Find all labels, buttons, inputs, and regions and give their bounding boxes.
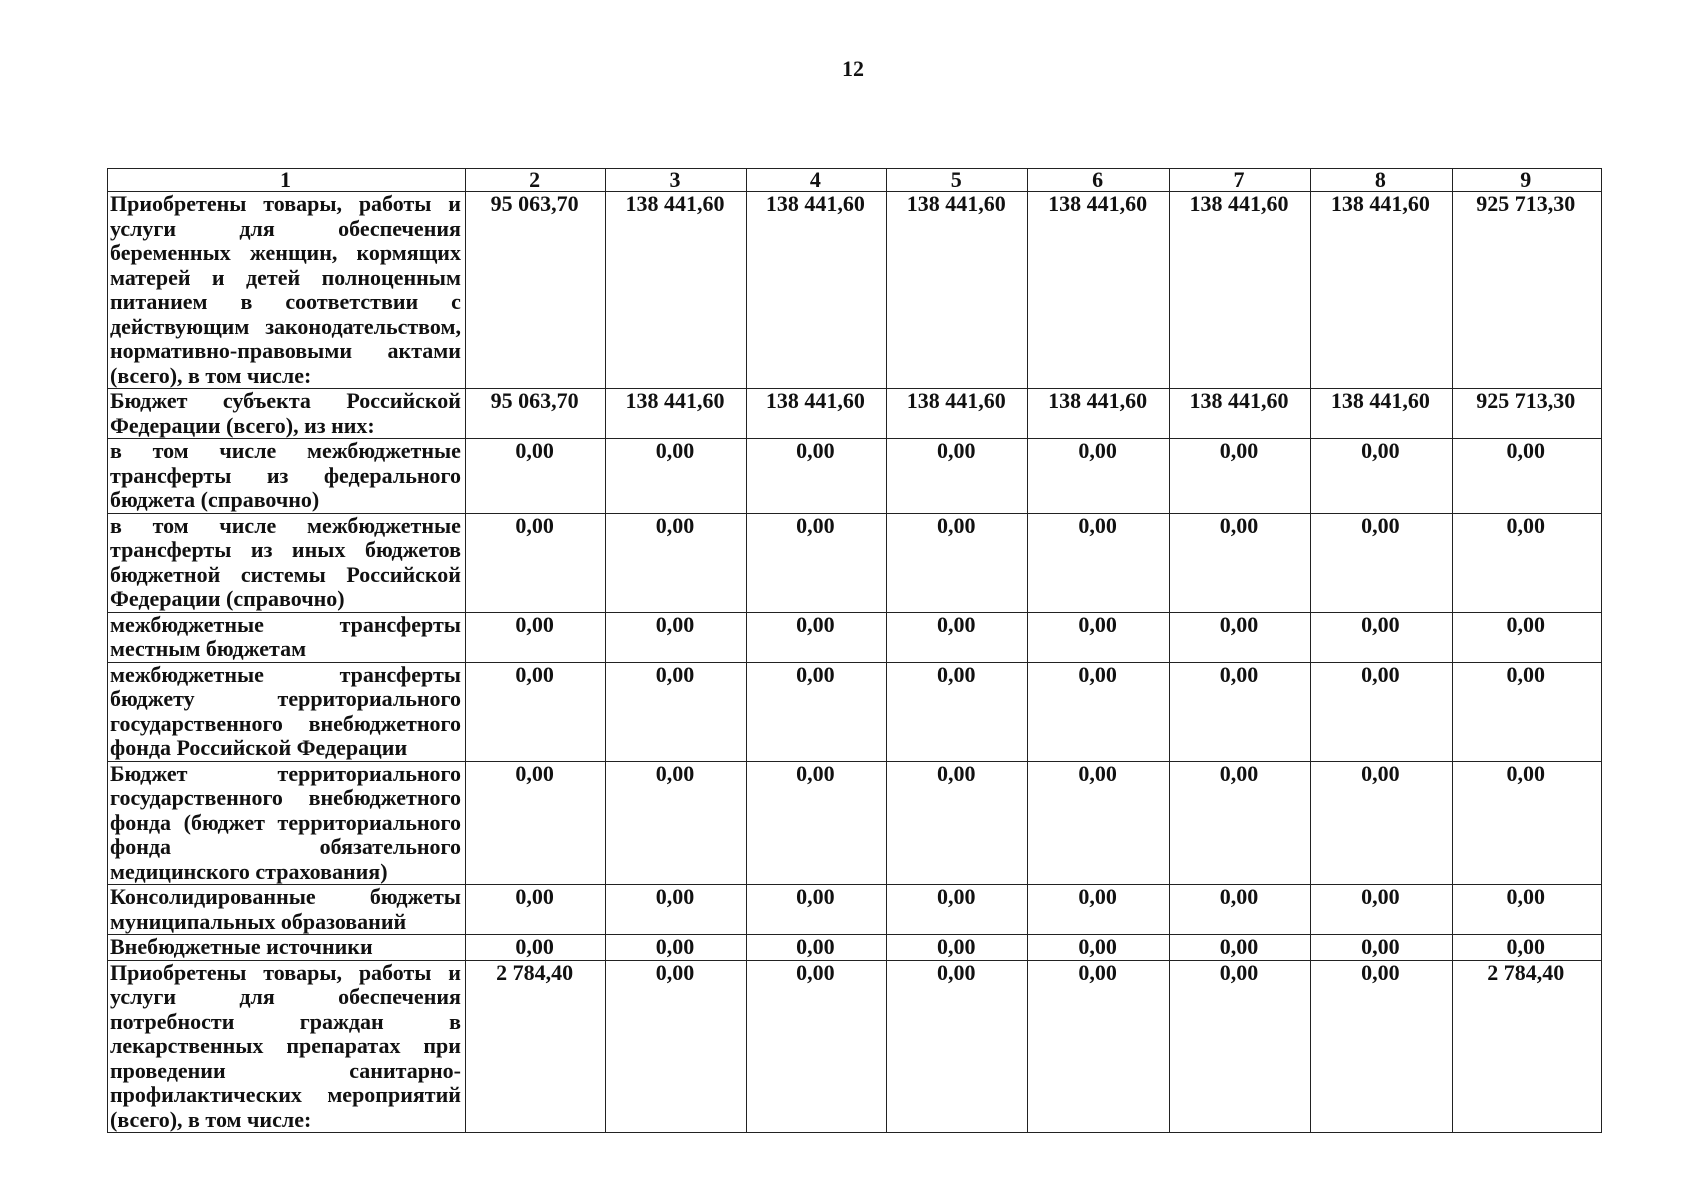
cell-value: 0,00 [465, 439, 605, 514]
cell-value: 0,00 [1452, 761, 1601, 885]
cell-value: 138 441,60 [887, 192, 1028, 389]
cell-value: 0,00 [1311, 612, 1452, 662]
cell-value: 0,00 [1028, 885, 1169, 935]
table-row [108, 935, 1602, 961]
cell-value: 95 063,70 [465, 192, 605, 389]
cell-value: 2 784,40 [465, 960, 605, 1133]
column-header: 6 [1028, 169, 1169, 192]
cell-value: 0,00 [746, 885, 886, 935]
cell-value: 0,00 [887, 960, 1028, 1133]
cell-value: 0,00 [887, 761, 1028, 885]
table-row [108, 761, 1602, 885]
cell-value: 0,00 [1452, 935, 1601, 961]
cell-value: 138 441,60 [1028, 192, 1169, 389]
row-label: Приобретены товары, работы и услуги для обеспечения потребности граждан в лекарственных препаратах при проведении санитарно-профилактических мероприятий (всего), в том числе: [108, 960, 466, 1133]
row-label: Консолидированные бюджеты муниципальных образований [108, 885, 466, 935]
column-header: 7 [1169, 169, 1310, 192]
cell-value: 0,00 [746, 439, 886, 514]
cell-value: 0,00 [1169, 662, 1310, 761]
column-header: 9 [1452, 169, 1601, 192]
table-row [108, 439, 1602, 514]
cell-value: 0,00 [1169, 612, 1310, 662]
table-row [108, 513, 1602, 612]
cell-value: 0,00 [746, 513, 886, 612]
cell-value: 0,00 [746, 960, 886, 1133]
row-label: межбюджетные трансферты бюджету территориального государственного внебюджетного фонда Российской Федерации [108, 662, 466, 761]
column-header: 1 [108, 169, 466, 192]
cell-value: 0,00 [1028, 761, 1169, 885]
cell-value: 0,00 [606, 439, 746, 514]
table-row [108, 885, 1602, 935]
cell-value: 0,00 [465, 662, 605, 761]
cell-value: 0,00 [1028, 935, 1169, 961]
cell-value: 0,00 [746, 761, 886, 885]
cell-value: 0,00 [1311, 885, 1452, 935]
cell-value: 0,00 [606, 662, 746, 761]
cell-value: 0,00 [606, 513, 746, 612]
cell-value: 138 441,60 [1169, 192, 1310, 389]
cell-value: 0,00 [1452, 612, 1601, 662]
cell-value: 0,00 [1169, 513, 1310, 612]
cell-value: 0,00 [746, 935, 886, 961]
cell-value: 0,00 [465, 885, 605, 935]
cell-value: 0,00 [465, 935, 605, 961]
cell-value: 138 441,60 [887, 389, 1028, 439]
cell-value: 0,00 [1169, 439, 1310, 514]
cell-value: 0,00 [746, 612, 886, 662]
cell-value: 0,00 [1452, 513, 1601, 612]
cell-value: 0,00 [1452, 439, 1601, 514]
column-header: 5 [887, 169, 1028, 192]
column-header: 8 [1311, 169, 1452, 192]
cell-value: 138 441,60 [746, 389, 886, 439]
row-label: Бюджет территориального государственного внебюджетного фонда (бюджет территориального фонда обязательного медицинского страхования) [108, 761, 466, 885]
cell-value: 0,00 [887, 513, 1028, 612]
row-label: Приобретены товары, работы и услуги для обеспечения беременных женщин, кормящих матерей и детей полноценным питанием в соответствии с действующим законодательством, нормативно-правовыми актами (всего), в том числе: [108, 192, 466, 389]
column-header: 4 [746, 169, 886, 192]
cell-value: 0,00 [887, 439, 1028, 514]
cell-value: 0,00 [1028, 662, 1169, 761]
cell-value: 0,00 [1028, 439, 1169, 514]
page-number: 12 [842, 56, 864, 81]
table-row [108, 389, 1602, 439]
cell-value: 0,00 [465, 612, 605, 662]
table-row [108, 960, 1602, 1133]
cell-value: 0,00 [465, 761, 605, 885]
cell-value: 0,00 [606, 612, 746, 662]
table-row [108, 662, 1602, 761]
cell-value: 0,00 [606, 885, 746, 935]
cell-value: 0,00 [1169, 935, 1310, 961]
cell-value: 2 784,40 [1452, 960, 1601, 1133]
table-row [108, 192, 1602, 389]
cell-value: 0,00 [1311, 761, 1452, 885]
cell-value: 0,00 [1452, 662, 1601, 761]
cell-value: 138 441,60 [1311, 192, 1452, 389]
cell-value: 0,00 [606, 960, 746, 1133]
cell-value: 925 713,30 [1452, 192, 1601, 389]
column-number-row [108, 169, 1602, 192]
cell-value: 138 441,60 [606, 389, 746, 439]
cell-value: 138 441,60 [606, 192, 746, 389]
row-label: межбюджетные трансферты местным бюджетам [108, 612, 466, 662]
cell-value: 0,00 [606, 761, 746, 885]
table-row [108, 612, 1602, 662]
cell-value: 0,00 [746, 662, 886, 761]
cell-value: 0,00 [1311, 662, 1452, 761]
cell-value: 0,00 [887, 612, 1028, 662]
cell-value: 0,00 [1311, 513, 1452, 612]
column-header: 3 [606, 169, 746, 192]
cell-value: 0,00 [606, 935, 746, 961]
cell-value: 0,00 [465, 513, 605, 612]
cell-value: 0,00 [887, 885, 1028, 935]
cell-value: 0,00 [1028, 513, 1169, 612]
cell-value: 0,00 [1311, 960, 1452, 1133]
cell-value: 138 441,60 [746, 192, 886, 389]
cell-value: 0,00 [1452, 885, 1601, 935]
cell-value: 138 441,60 [1169, 389, 1310, 439]
cell-value: 0,00 [1028, 612, 1169, 662]
cell-value: 138 441,60 [1028, 389, 1169, 439]
cell-value: 0,00 [1028, 960, 1169, 1133]
row-label: в том числе межбюджетные трансферты из иных бюджетов бюджетной системы Российской Федерации (справочно) [108, 513, 466, 612]
cell-value: 0,00 [1169, 761, 1310, 885]
cell-value: 0,00 [1169, 885, 1310, 935]
row-label: Внебюджетные источники [108, 935, 466, 961]
cell-value: 0,00 [1311, 439, 1452, 514]
budget-table [107, 168, 1602, 1133]
cell-value: 138 441,60 [1311, 389, 1452, 439]
row-label: Бюджет субъекта Российской Федерации (всего), из них: [108, 389, 466, 439]
row-label: в том числе межбюджетные трансферты из федерального бюджета (справочно) [108, 439, 466, 514]
cell-value: 0,00 [887, 662, 1028, 761]
cell-value: 0,00 [887, 935, 1028, 961]
cell-value: 925 713,30 [1452, 389, 1601, 439]
column-header: 2 [465, 169, 605, 192]
cell-value: 0,00 [1169, 960, 1310, 1133]
cell-value: 95 063,70 [465, 389, 605, 439]
cell-value: 0,00 [1311, 935, 1452, 961]
